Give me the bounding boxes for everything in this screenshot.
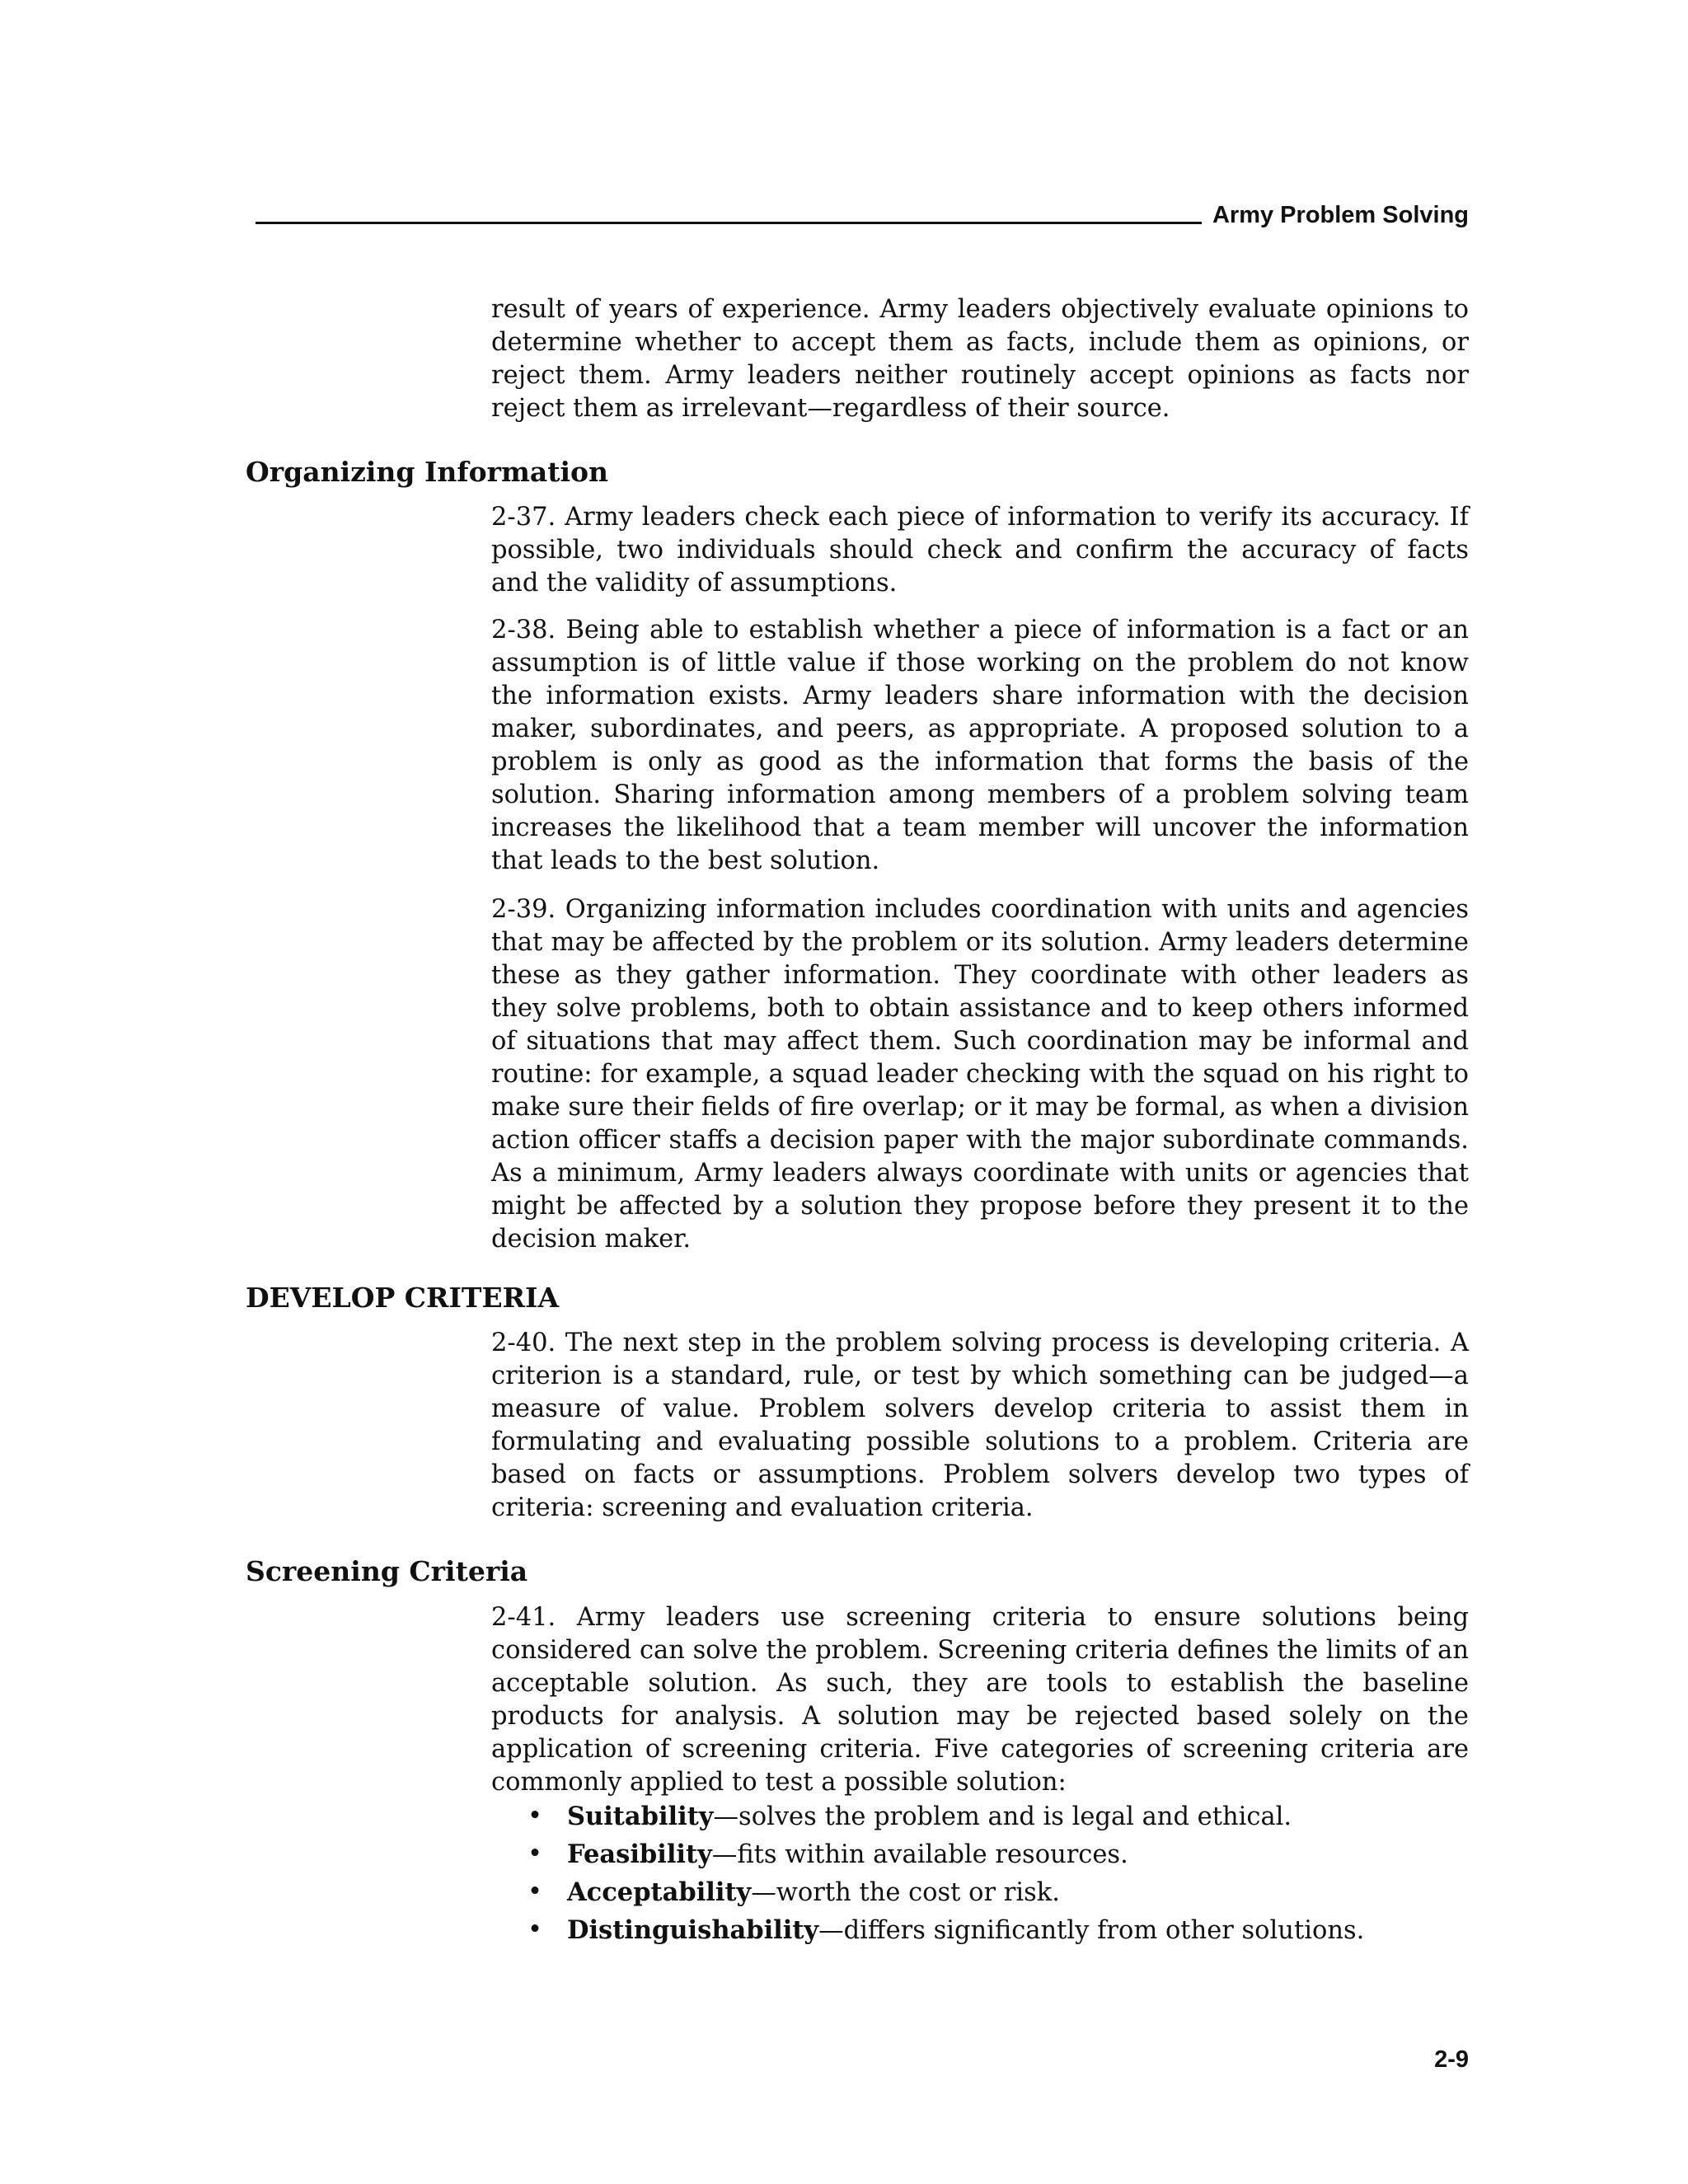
bullet-icon: • xyxy=(528,1915,542,1944)
heading-screening-criteria: Screening Criteria xyxy=(246,1555,528,1587)
bullet-icon: • xyxy=(528,1802,542,1830)
paragraph-2-37: 2-37. Army leaders check each piece of information to verify its accuracy. If possible, two individuals should check and confirm the accuracy of facts and the validity of assumptions. xyxy=(491,503,1469,598)
paragraph-2-38: 2-38. Being able to establish whether a piece of information is a fact or an assumption is of little value if those working on the problem do not know the information exists. Army leaders share information with the decision maker, subordinates, and peers, as appropriate. A proposed solution to a problem is only as good as the information that forms the basis of the solution. Sharing information among members of a problem solving team increases the likelihood that a team member will uncover the information that leads to the best solution. xyxy=(491,616,1469,875)
criterion-description: —differs significantly from other solutions. xyxy=(818,1916,1365,1945)
heading-develop-criteria: DEVELOP CRITERIA xyxy=(246,1282,560,1314)
criterion-description: —worth the cost or risk. xyxy=(751,1878,1060,1907)
paragraph-2-41: 2-41. Army leaders use screening criteria to ensure solutions being considered can solve the problem. Screening criteria defines the limits of an acceptable solution. As such, they are tools to establish the baseline products for analysis. A solution may be rejected based solely on the application of screening criteria. Five categories of screening criteria are commonly applied to test a possible solution: xyxy=(491,1603,1469,1797)
paragraph-2-39: 2-39. Organizing information includes coordination with units and agencies that may be affected by the problem or its solution. Army leaders determine these as they gather information. They coordinate with other leaders as they solve problems, both to obtain assistance and to keep others informed of situations that may affect them. Such coordination may be informal and routine: for example, a squad leader checking with the squad on his right to make sure their fields of fire overlap; or it may be formal, as when a division action officer staffs a decision paper with the major subordinate commands. As a minimum, Army leaders always coordinate with units or agencies that might be affected by a solution they propose before they present it to the decision maker. xyxy=(491,895,1469,1254)
page-number: 2-9 xyxy=(1434,2046,1469,2073)
heading-organizing-information: Organizing Information xyxy=(246,456,609,488)
criterion-term: Feasibility xyxy=(567,1840,712,1869)
criterion-description: —solves the problem and is legal and ethical. xyxy=(713,1802,1292,1831)
bullet-icon: • xyxy=(528,1840,542,1868)
paragraph-2-40: 2-40. The next step in the problem solving process is developing criteria. A criterion is a standard, rule, or test by which something can be judged—a measure of value. Problem solvers develop criteria to assist them in formulating and evaluating possible solutions to a problem. Criteria are based on facts or assumptions. Problem solvers develop two types of criteria: screening and evaluation criteria. xyxy=(491,1329,1469,1522)
bullet-icon: • xyxy=(528,1877,542,1906)
criterion-term: Distinguishability xyxy=(567,1915,819,1945)
criterion-term: Suitability xyxy=(567,1802,714,1831)
list-item xyxy=(528,1873,1469,1911)
list-item xyxy=(528,1835,1469,1873)
paragraph-intro: result of years of experience. Army leaders objectively evaluate opinions to determine whether to accept them as facts, include them as opinions, or reject them. Army leaders neither routinely accept opinions as facts nor reject them as irrelevant—regardless of their source. xyxy=(491,295,1469,423)
header-rule xyxy=(256,222,1202,224)
list-item xyxy=(528,1911,1469,1949)
list-item xyxy=(528,1797,1469,1835)
header-title: Army Problem Solving xyxy=(1212,202,1469,228)
criterion-description: —fits within available resources. xyxy=(711,1840,1128,1869)
running-header xyxy=(256,196,1469,229)
screening-criteria-list xyxy=(528,1797,1469,1949)
criterion-term: Acceptability xyxy=(567,1877,752,1907)
